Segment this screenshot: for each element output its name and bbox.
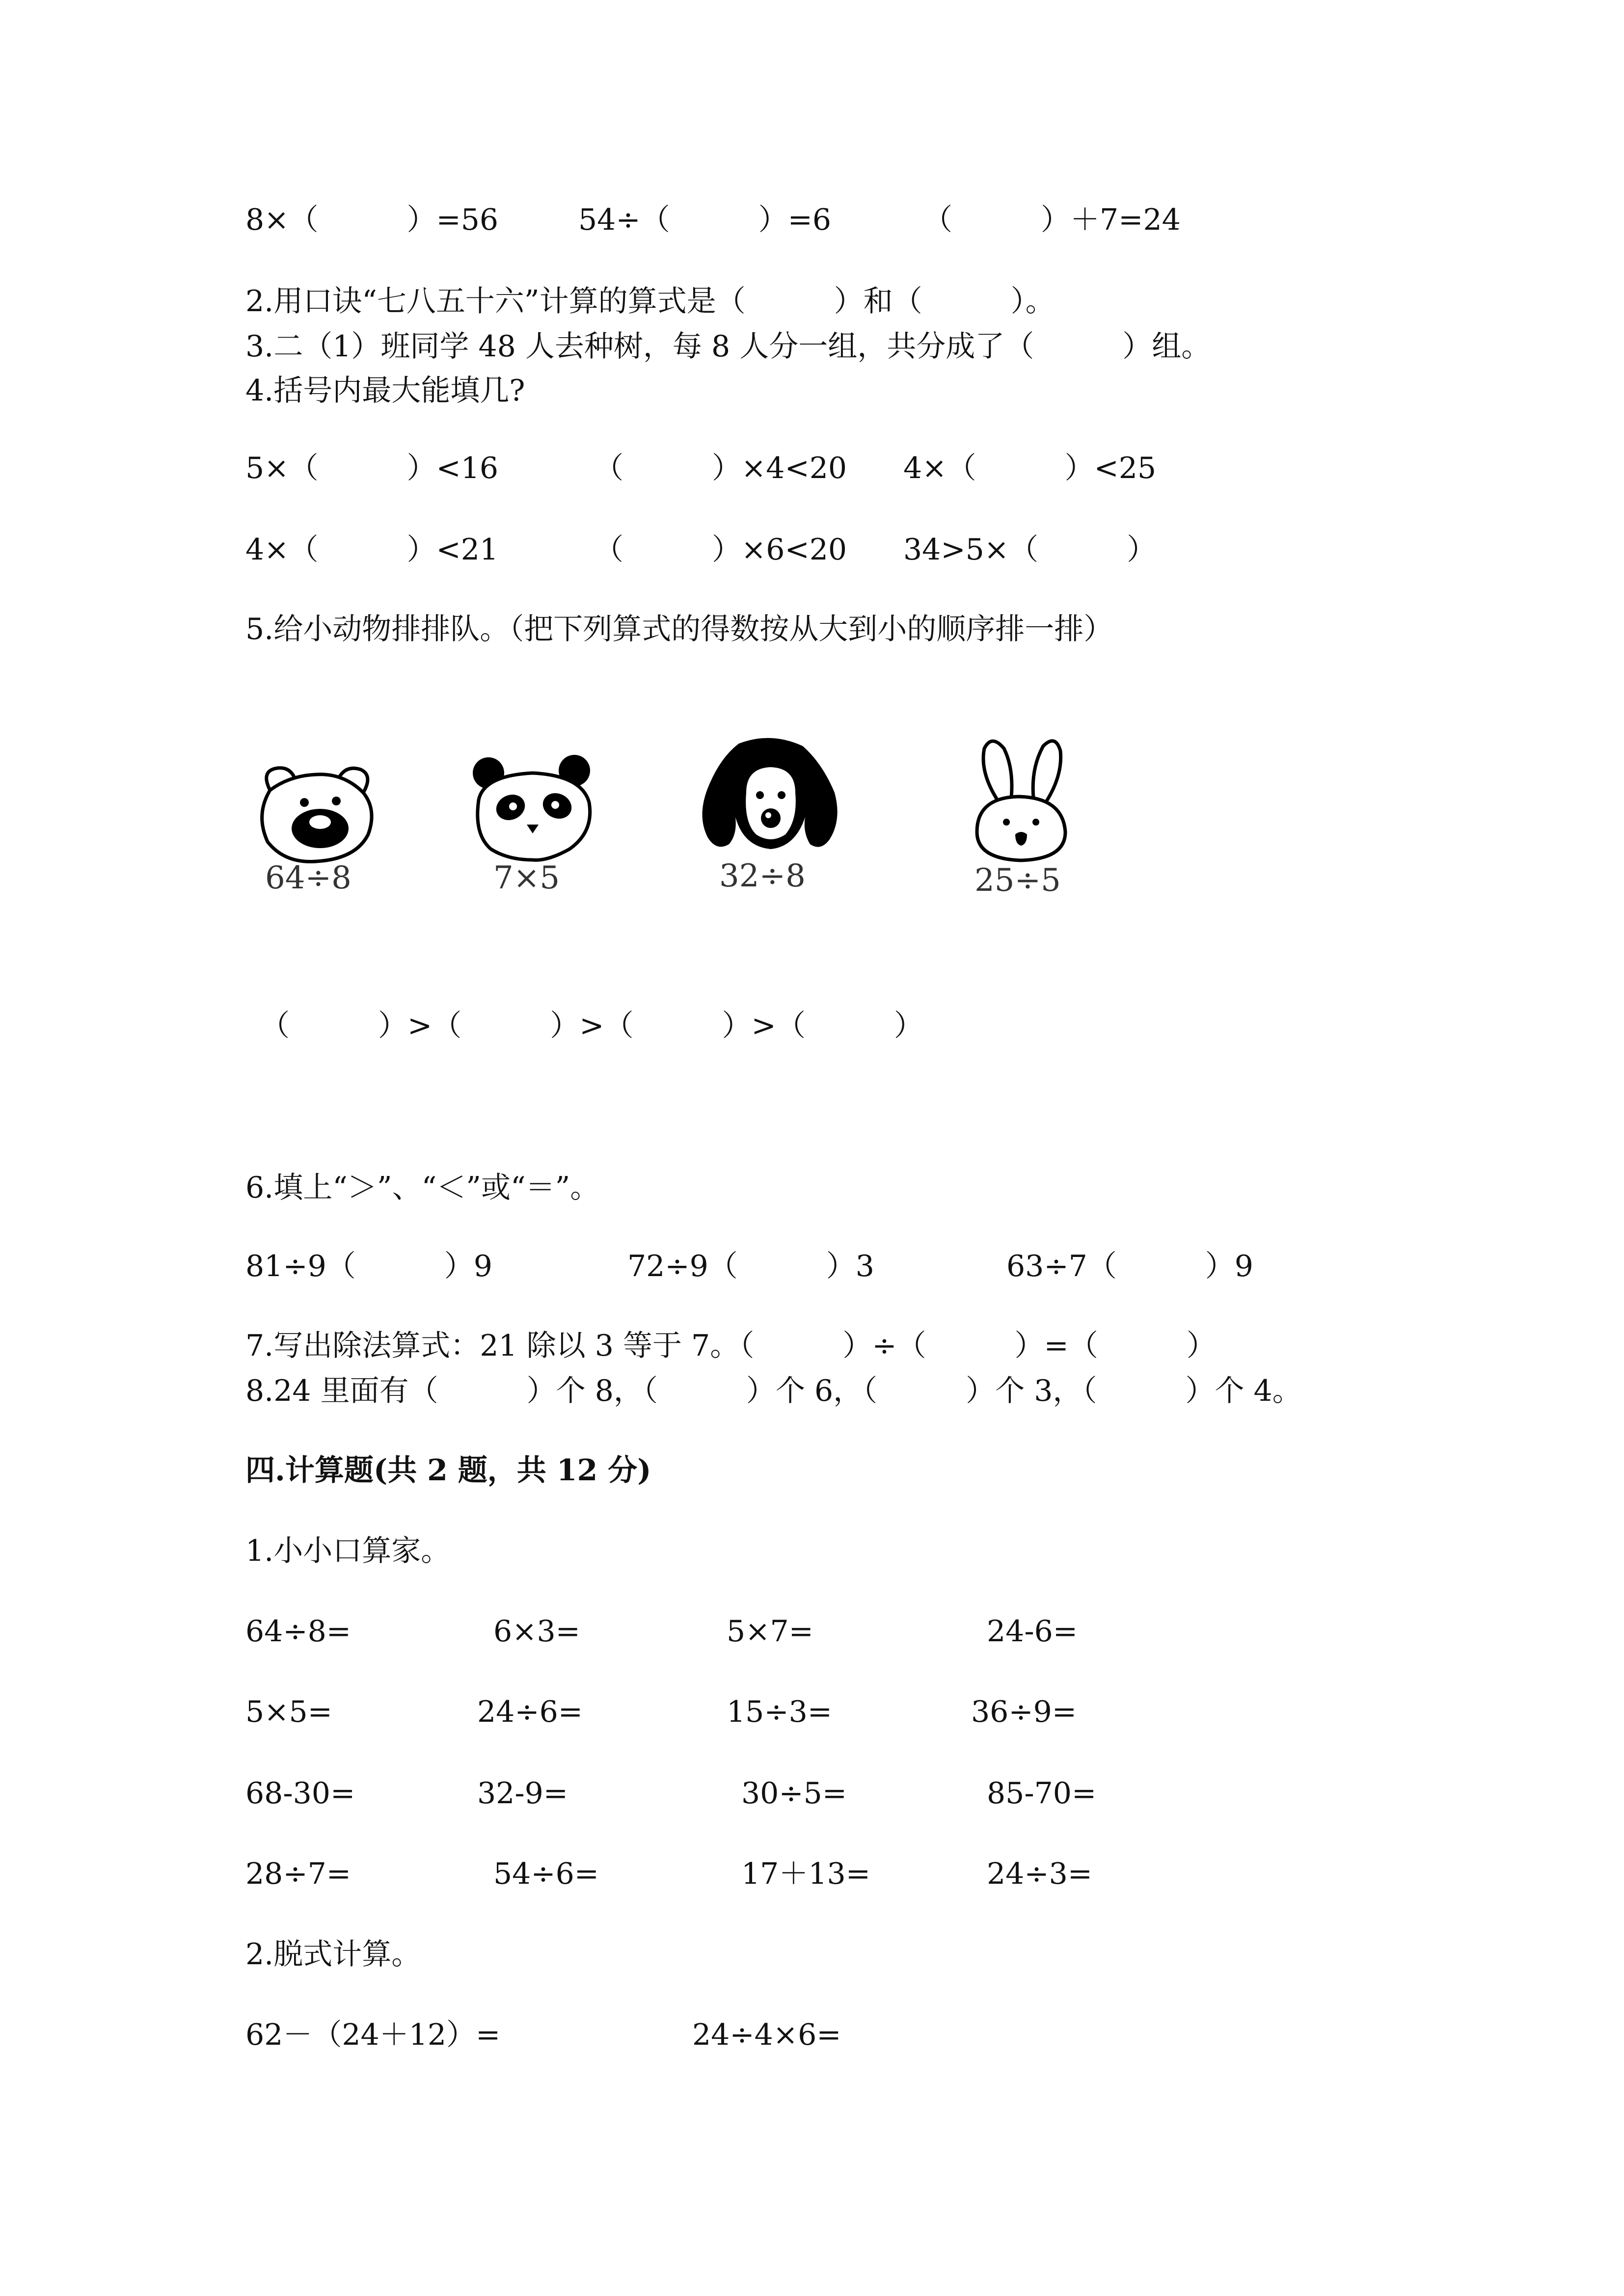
question-5-title: 5.给小动物排排队。（把下列算式的得数按从大到小的顺序排一排）: [245, 612, 1113, 646]
calc-r2-c3: 15÷3=: [727, 1695, 833, 1729]
calc-r1-c1: 64÷8=: [245, 1614, 352, 1649]
q4-r1-1: 5×（ ）<16: [245, 451, 499, 485]
section-4-part1-title: 1.小小口算家。: [245, 1534, 451, 1568]
q6-3: 63÷7（ ）9: [1006, 1249, 1253, 1283]
calc-r3-c4: 85-70=: [987, 1776, 1097, 1811]
q4-r2-2: （ ）×6<20: [594, 533, 847, 567]
rabbit-icon: [965, 734, 1078, 866]
calc-r2-c4: 36÷9=: [971, 1695, 1077, 1729]
calc-r4-c3: 17＋13=: [741, 1857, 870, 1891]
q4-r2-1: 4×（ ）<21: [245, 533, 499, 567]
question-2: 2.用口诀“七八五十六”计算的算式是（ ）和（ ）。: [245, 284, 1055, 319]
calc-r4-c1: 28÷7=: [245, 1857, 352, 1891]
bear-label: 64÷8: [265, 860, 352, 896]
dog-icon: [692, 734, 849, 861]
calc-r2-c1: 5×5=: [245, 1695, 332, 1729]
q6-2: 72÷9（ ）3: [627, 1249, 874, 1283]
panda-label: 7×5: [493, 860, 560, 896]
bear-icon: [250, 756, 383, 874]
calc-r1-c3: 5×7=: [727, 1614, 813, 1649]
question-3: 3.二（1）班同学 48 人去种树，每 8 人分一组，共分成了（ ）组。: [245, 329, 1211, 364]
calc-r4-c2: 54÷6=: [493, 1857, 599, 1891]
question-6-title: 6.填上“＞”、“＜”或“＝”。: [245, 1171, 600, 1205]
dog-label: 32÷8: [719, 858, 806, 894]
calc-r3-c3: 30÷5=: [741, 1776, 847, 1811]
calc-r1-c2: 6×3=: [493, 1614, 580, 1649]
question-4-title: 4.括号内最大能填几?: [245, 374, 525, 408]
equation-q3-2: 54÷（ ）=6: [578, 203, 832, 237]
section-4-part2-title: 2.脱式计算。: [245, 1937, 421, 1972]
q6-1: 81÷9（ ）9: [245, 1249, 492, 1283]
q5-order-line: （ ）>（ ）>（ ）>（ ）: [260, 1009, 923, 1043]
calc-r4-c4: 24÷3=: [987, 1857, 1093, 1891]
rabbit-label: 25÷5: [974, 862, 1061, 899]
calc-r3-c1: 68-30=: [245, 1776, 355, 1811]
question-7: 7.写出除法算式：21 除以 3 等于 7。（ ）÷（ ）=（ ）: [245, 1329, 1216, 1363]
stepwise-2: 24÷4×6=: [692, 2018, 841, 2052]
calc-r1-c4: 24-6=: [987, 1614, 1078, 1649]
stepwise-1: 62－（24＋12）=: [245, 2018, 501, 2052]
calc-r3-c2: 32-9=: [477, 1776, 568, 1811]
q4-r1-3: 4×（ ）<25: [903, 451, 1157, 485]
question-8: 8.24 里面有（ ）个 8，（ ）个 6，（ ）个 3，（ ）个 4。: [245, 1374, 1302, 1408]
calc-r2-c2: 24÷6=: [477, 1695, 583, 1729]
q4-r2-3: 34>5×（ ）: [903, 533, 1157, 567]
equation-q3-1: 8×（ ）=56: [245, 203, 499, 237]
equation-q3-3: （ ）＋7=24: [923, 203, 1181, 237]
panda-icon: [464, 746, 601, 869]
section-4-title: 四.计算题(共 2 题，共 12 分): [245, 1453, 651, 1488]
q4-r1-2: （ ）×4<20: [594, 451, 847, 485]
